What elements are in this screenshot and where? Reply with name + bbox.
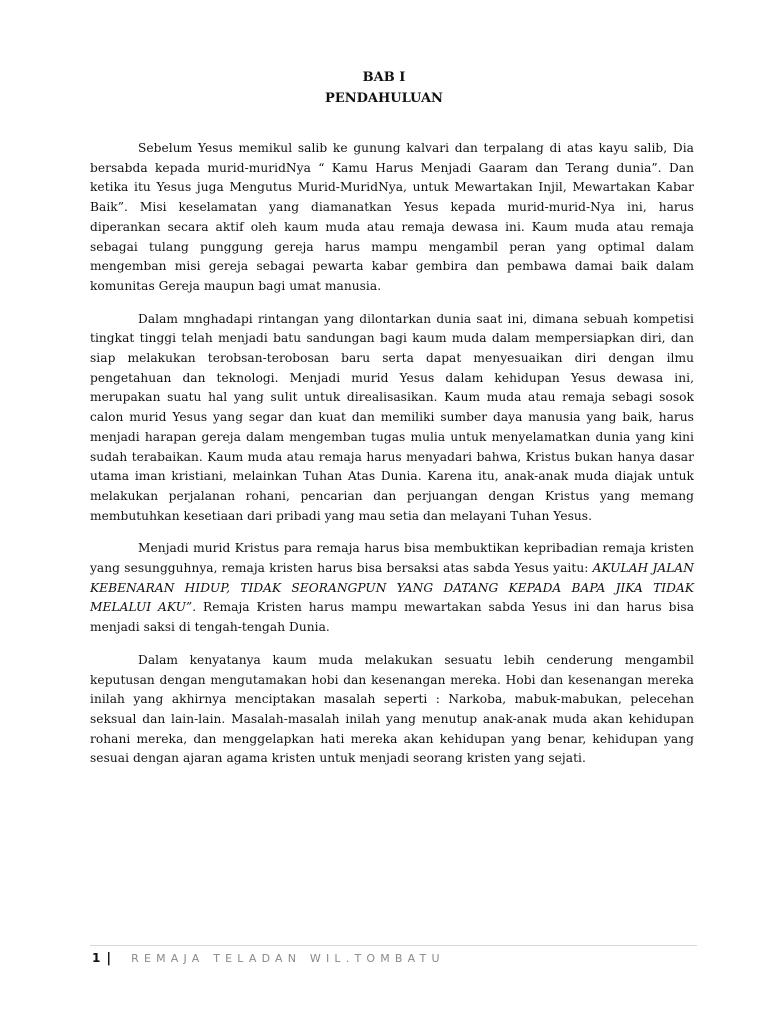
paragraph-2: Dalam mnghadapi rintangan yang dilontarkan dunia saat ini, dimana sebuah kompetisi tingkat tinggi telah menjadi batu sandungan bagi kaum muda dalam mempersiapkan diri, dan siap melakukan terobsan-terobosan baru serta dapat menyesuaikan diri dengan ilmu pengetahuan dan teknologi. Menjadi murid Yesus dalam kehidupan Yesus dewasa ini, merupakan suatu hal yang sulit untuk direalisasikan. Kaum muda atau remaja sebagi sosok calon murid Yesus yang segar dan kuat dan memiliki sumber daya manusia yang baik, harus menjadi harapan gereja dalam mengemban tugas mulia untuk menyelamatkan dunia yang kini sudah terabaikan. Kaum muda atau remaja harus menyadari bahwa, Kristus bukan hanya dasar utama iman kristiani, melainkan Tuhan Atas Dunia. Karena itu, anak-anak muda diajak untuk melakukan perjalanan rohani, pencarian dan perjuangan dengan Kristus yang memang membutuhkan kesetiaan dari pribadi yang mau setia dan melayani Tuhan Yesus. <box>90 311 694 523</box>
body-text <box>90 139 694 782</box>
page-footer <box>92 948 445 968</box>
footer-title: REMAJA TELADAN WIL.TOMBATU <box>131 951 445 965</box>
footer-separator: | <box>106 950 112 966</box>
footer-divider <box>90 945 697 946</box>
chapter-title: PENDAHULUAN <box>325 91 443 106</box>
paragraph-3-start: Menjadi murid Kristus para remaja harus bisa membuktikan kepribadian remaja kristen yang sesungguhnya, remaja kristen harus bisa bersaksi atas sabda Yesus yaitu: <box>90 541 694 576</box>
bible-quote: AKULAH JALAN KEBENARAN HIDUP, TIDAK SEORANGPUN YANG DATANG KEPADA BAPA JIKA TIDAK MELALUI AKU”. <box>90 561 694 615</box>
paragraph-3-end: Remaja Kristen harus mampu mewartakan sabda Yesus ini dan harus bisa menjadi saksi di tengah-tengah Dunia. <box>90 600 695 635</box>
chapter-heading: BAB I <box>362 70 406 85</box>
paragraph-3 <box>90 539 694 638</box>
page-number: 1 <box>92 951 101 965</box>
paragraph-4: Dalam kenyatanya kaum muda melakukan sesuatu lebih cenderung mengambil keputusan dengan mengutamakan hobi dan kesenangan mereka. Hobi dan kesenangan mereka inilah yang akhirnya menciptakan masalah seperti : Narkoba, mabuk-mabukan, pelecehan seksual dan lain-lain. Masalah-masalah inilah yang menutup anak-anak muda akan kehidupan rohani mereka, dan menggelapkan hati mereka akan kehidupan yang benar, kehidupan yang sesuai dengan ajaran agama kristen untuk menjadi seorang kristen yang sejati. <box>90 652 694 766</box>
paragraph-1: Sebelum Yesus memikul salib ke gunung kalvari dan terpalang di atas kayu salib, Dia bersabda kepada murid-muridNya “ Kamu Harus Menjadi Gaaram dan Terang dunia”. Dan ketika itu Yesus juga Mengutus Murid-MuridNya, untuk Mewartakan Injil, Mewartakan Kabar Baik”. Misi keselamatan yang diamanatkan Yesus kepada murid-murid-Nya ini, harus diperankan secara aktif oleh kaum muda atau remaja dewasa ini. Kaum muda atau remaja sebagai tulang punggung gereja harus mampu mengambil peran yang optimal dalam mengemban misi gereja sebagai pewarta kabar gembira dan pembawa damai baik dalam komunitas Gereja maupun bagi umat manusia. <box>90 141 694 293</box>
